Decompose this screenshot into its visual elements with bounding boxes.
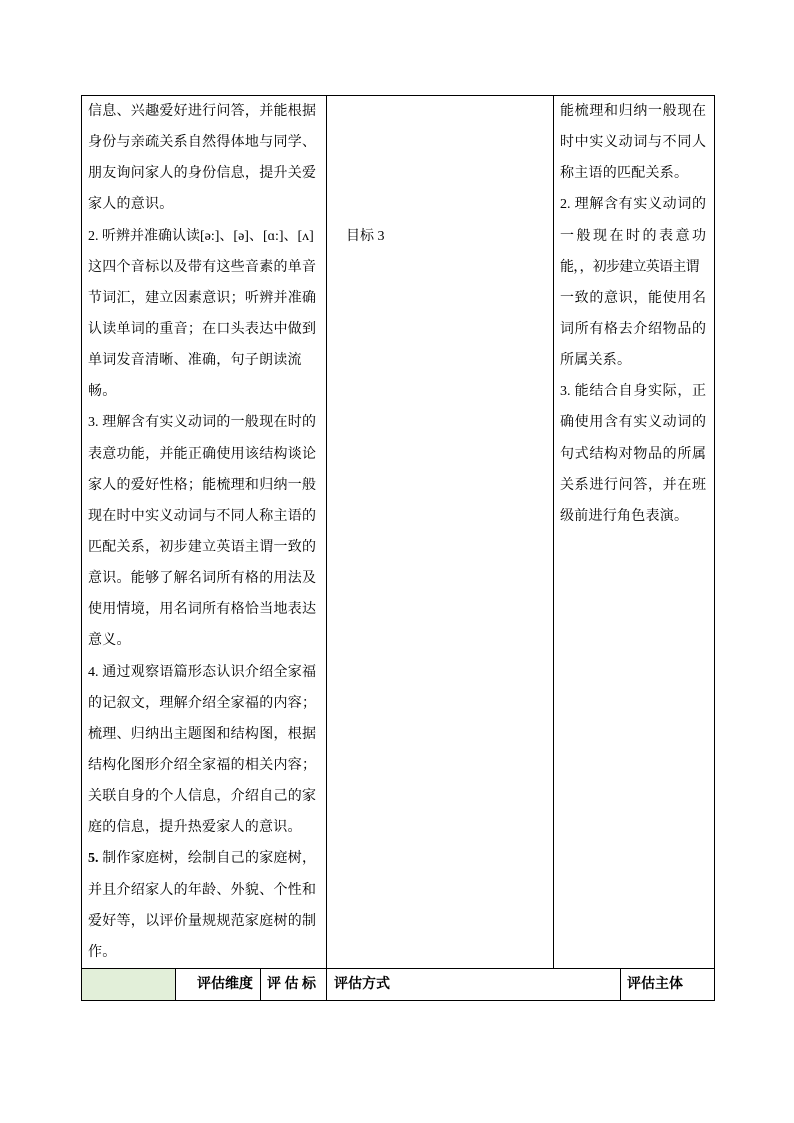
goal-line: 现在时中实义动词与不同人称主语的 <box>88 508 316 524</box>
goal-line: 3. 理解含有实义动词的一般现在时的 <box>88 415 316 431</box>
goal-paragraph <box>88 96 316 221</box>
target-detail-line: 级前进行角色表演。 <box>560 508 689 524</box>
target-detail-paragraph <box>560 189 706 376</box>
goal-line: 爱好等，以评价量规规范家庭树的制 <box>88 913 316 929</box>
header-fill-cell <box>81 968 176 1001</box>
goal-line: 并且介绍家人的年龄、外貌、个性和 <box>88 882 316 898</box>
goal-line: 家人的意识。 <box>88 197 174 213</box>
goal-line: 信息、兴趣爱好进行问答，并能根据 <box>88 104 316 119</box>
target-cell <box>326 95 554 969</box>
goal-line: 节词汇，建立因素意识；听辨并准确 <box>88 290 316 306</box>
assessment-dimension-header: 评估维度 <box>175 968 261 1001</box>
goals-cell <box>81 95 327 969</box>
goal-line: 2. 听辨并准确认读[ə:]、[ə]、[ɑ:]、[ʌ] <box>88 228 314 244</box>
target-detail-line: 时中实义动词与不同人 <box>560 135 706 151</box>
goal-line: 匹配关系，初步建立英语主谓一致的 <box>88 539 316 555</box>
goal-line: 意义。 <box>88 633 131 649</box>
target-detail-line: 一致的意识，能使用名 <box>560 290 706 306</box>
target-detail-line: 关系进行问答，并在班 <box>560 477 706 493</box>
goal-line: 这四个音标以及带有这些音素的单音 <box>88 259 316 275</box>
goals-text <box>88 96 316 968</box>
goal-line: 4. 通过观察语篇形态认识介绍全家福 <box>88 664 316 680</box>
target-label-wrap <box>346 221 385 252</box>
goal-line: 结构化图形介绍全家福的相关内容； <box>88 757 316 773</box>
goal-line: 身份与亲疏关系自然得体地与同学、 <box>88 135 316 151</box>
goal-line <box>88 843 316 874</box>
target-detail-line: 词所有格去介绍物品的 <box>560 321 706 337</box>
goal-line: 单词发音清晰、准确，句子朗读流 <box>88 353 302 369</box>
goal-line: 的记叙文，理解介绍全家福的内容； <box>88 695 316 711</box>
goal-line: 关联自身的个人信息，介绍自己的家 <box>88 789 316 805</box>
goal-line: 意识。能够了解名词所有格的用法及 <box>88 571 316 587</box>
goal-number: 5. <box>88 851 99 867</box>
goal-paragraph <box>88 843 316 968</box>
goal-paragraph <box>88 407 316 656</box>
target-detail-line: 2. 理解含有实义动词的 <box>560 197 706 213</box>
target-detail-line: 句式结构对物品的所属 <box>560 446 706 462</box>
target-detail-text <box>560 96 706 532</box>
target-label: 目标 3 <box>346 228 385 244</box>
target-detail-line: 3. 能结合自身实际，正 <box>560 384 706 400</box>
goal-line: 梳理、归纳出主题图和结构图，根据 <box>88 726 316 742</box>
goal-line: 庭的信息，提升热爱家人的意识。 <box>88 820 302 836</box>
assessment-method-header: 评估方式 <box>326 968 621 1001</box>
goal-line: 认读单词的重音；在口头表达中做到 <box>88 321 316 337</box>
goal-paragraph <box>88 657 316 844</box>
target-detail-line: 能，，初步建立英语主谓 <box>560 259 699 275</box>
target-detail-line: 一般现在时的表意功 <box>560 228 706 244</box>
goal-line: 畅。 <box>88 384 117 400</box>
target-detail-line: 能梳理和归纳一般现在 <box>560 104 706 119</box>
target-detail-paragraph <box>560 96 706 189</box>
target-detail-paragraph <box>560 376 706 532</box>
assessment-standard-header: 评 估 标 <box>260 968 327 1001</box>
goal-line: 朋友询问家人的身份信息，提升关爱 <box>88 166 316 182</box>
assessment-subject-header: 评估主体 <box>620 968 715 1001</box>
target-detail-line: 称主语的匹配关系。 <box>560 166 689 182</box>
goal-line: 作。 <box>88 944 117 960</box>
goal-line: 家人的爱好性格；能梳理和归纳一般 <box>88 477 316 493</box>
goal-line: 表意功能，并能正确使用该结构谈论 <box>88 446 316 462</box>
goal-line-text: 制作家庭树，绘制自己的家庭树， <box>102 851 317 867</box>
goal-line: 使用情境，用名词所有格恰当地表达 <box>88 602 316 618</box>
goal-paragraph <box>88 221 316 408</box>
target-detail-line: 确使用含有实义动词的 <box>560 415 706 431</box>
target-detail-cell <box>553 95 715 969</box>
target-detail-line: 所属关系。 <box>560 353 632 369</box>
